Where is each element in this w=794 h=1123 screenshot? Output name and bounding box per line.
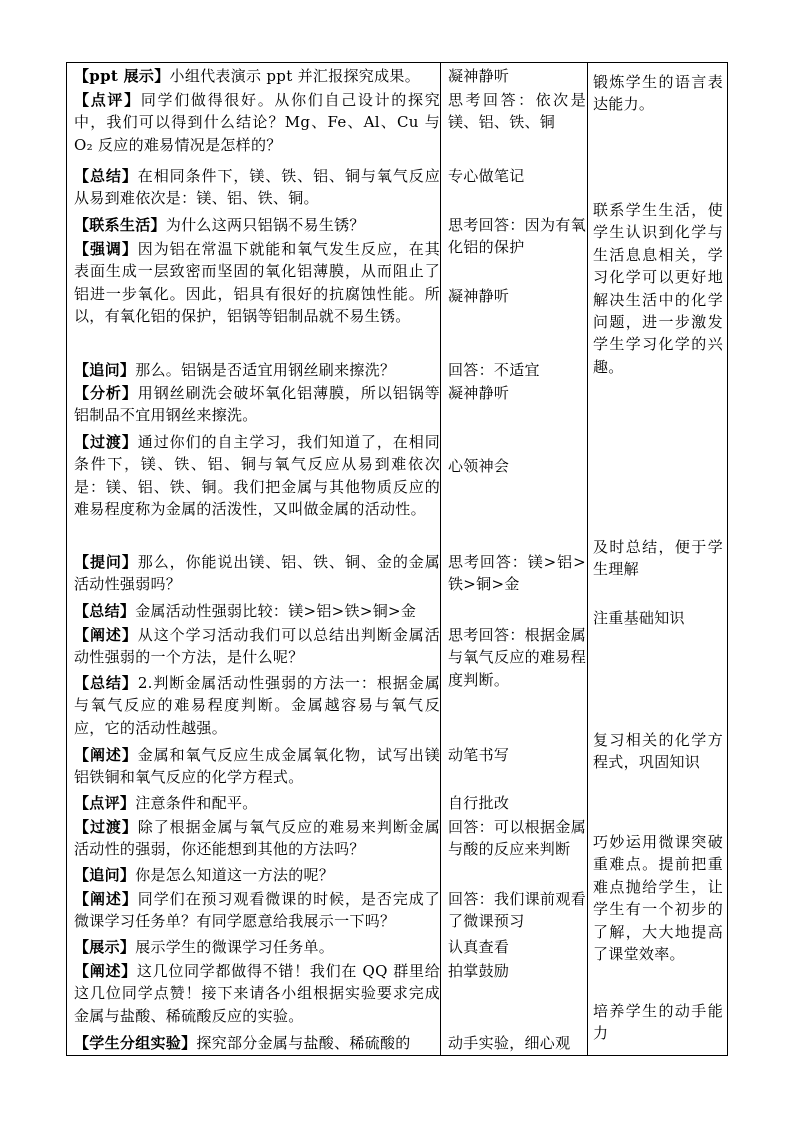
teacher-paragraph: 【提问】那么，你能说出镁、铝、铁、铜、金的金属活动性强弱吗？ xyxy=(74,553,440,594)
student-activity: 回答：我们课前观看了微课预习 xyxy=(448,890,586,931)
teacher-paragraph: 【点评】同学们做得很好。从你们自己设计的探究中，我们可以得到什么结论？Mg、Fe、Al、Cu 与 O₂ 反应的难易情况是怎样的？ xyxy=(74,91,441,154)
column-divider xyxy=(440,63,441,1055)
student-activity: 心领神会 xyxy=(448,457,510,475)
design-intent: 联系学生生活，使学生认识到化学与生活息息相关，学习化学可以更好地解决生活中的化学问题，进一步激发学生学习化学的兴趣。 xyxy=(593,201,723,376)
student-activity: 凝神静听 xyxy=(448,67,510,85)
student-activity: 拍掌鼓励 xyxy=(448,962,510,980)
student-activity: 思考回答：镁>铝>铁>铜>金 xyxy=(448,553,586,594)
teacher-paragraph: 【总结】在相同条件下，镁、铁、铝、铜与氧气反应从易到难依次是：镁、铝、铁、铜。 xyxy=(74,167,440,208)
design-intent: 培养学生的动手能力 xyxy=(593,1002,723,1043)
student-activity: 思考回答：因为有氧化铝的保护 xyxy=(448,216,586,257)
teacher-paragraph: 【追问】你是怎么知道这一方法的呢？ xyxy=(74,866,335,884)
teacher-paragraph: 【学生分组实验】探究部分金属与盐酸、稀硫酸的 xyxy=(74,1034,411,1052)
teacher-paragraph: 【ppt 展示】小组代表演示 ppt 并汇报探究成果。 xyxy=(74,67,421,85)
teacher-paragraph: 【总结】2.判断金属活动性强弱的方法一：根据金属与氧气反应的难易程度判断。金属越容易与氧气反应，它的活动性越强。 xyxy=(74,674,440,737)
student-activity: 思考回答：依次是镁、铝、铁、铜 xyxy=(448,91,586,132)
student-activity: 凝神静听 xyxy=(448,384,510,402)
teacher-paragraph: 【阐述】从这个学习活动我们可以总结出判断金属活动性强弱的一个方法，是什么呢？ xyxy=(74,626,440,667)
teacher-paragraph: 【展示】展示学生的微课学习任务单。 xyxy=(74,938,335,956)
design-intent: 及时总结，便于学生理解 xyxy=(593,538,723,579)
student-activity: 专心做笔记 xyxy=(448,167,525,185)
student-activity: 回答：可以根据金属与酸的反应来判断 xyxy=(448,818,586,859)
column-divider xyxy=(587,63,588,1055)
student-activity: 思考回答：根据金属与氧气反应的难易程度判断。 xyxy=(448,626,586,689)
teacher-paragraph: 【总结】金属活动性强弱比较：镁>铝>铁>铜>金 xyxy=(74,602,417,620)
student-activity: 凝神静听 xyxy=(448,287,510,305)
teacher-paragraph: 【过渡】通过你们的自主学习，我们知道了，在相同条件下，镁、铁、铝、铜与氧气反应从易到难依次是：镁、铝、铁、铜。我们把金属与其他物质反应的难易程度称为金属的活泼性，又叫做金属的活动性。 xyxy=(74,433,440,519)
lesson-plan-table xyxy=(66,62,728,1056)
teacher-paragraph: 【阐述】同学们在预习观看微课的时候，是否完成了微课学习任务单？有同学愿意给我展示一下吗？ xyxy=(74,890,440,931)
teacher-paragraph: 【分析】用钢丝刷洗会破坏氧化铝薄膜，所以铝锅等铝制品不宜用钢丝来擦洗。 xyxy=(74,384,440,425)
teacher-paragraph: 【强调】因为铝在常温下就能和氧气发生反应，在其表面生成一层致密而坚固的氧化铝薄膜，从而阻止了铝进一步氧化。因此，铝具有很好的抗腐蚀性能。所以，有氧化铝的保护，铝锅等铝制品就不易生锈。 xyxy=(74,240,440,326)
teacher-paragraph: 【点评】注意条件和配平。 xyxy=(74,794,258,812)
teacher-paragraph: 【追问】那么。铝锅是否适宜用钢丝刷来擦洗？ xyxy=(74,361,396,379)
design-intent: 注重基础知识 xyxy=(593,609,685,627)
student-activity: 动手实验，细心观 xyxy=(448,1034,571,1052)
teacher-paragraph: 【阐述】金属和氧气反应生成金属氧化物，试写出镁铝铁铜和氧气反应的化学方程式。 xyxy=(74,746,440,787)
design-intent: 锻炼学生的语言表达能力。 xyxy=(593,73,723,114)
teacher-paragraph: 【阐述】这几位同学都做得不错！我们在 QQ 群里给这几位同学点赞！接下来请各小组根据实验要求完成金属与盐酸、稀硫酸反应的实验。 xyxy=(74,962,440,1025)
student-activity: 回答：不适宜 xyxy=(448,361,540,379)
student-activity: 自行批改 xyxy=(448,794,510,812)
teacher-paragraph: 【过渡】除了根据金属与氧气反应的难易来判断金属活动性的强弱，你还能想到其他的方法吗？ xyxy=(74,818,440,859)
teacher-paragraph: 【联系生活】为什么这两只铝锅不易生锈？ xyxy=(74,216,365,234)
design-intent: 巧妙运用微课突破重难点。提前把重难点抛给学生，让学生有一个初步的了解，大大地提高了课堂效率。 xyxy=(593,833,723,964)
student-activity: 动笔书写 xyxy=(448,746,510,764)
design-intent: 复习相关的化学方程式，巩固知识 xyxy=(593,731,723,772)
student-activity: 认真查看 xyxy=(448,938,510,956)
